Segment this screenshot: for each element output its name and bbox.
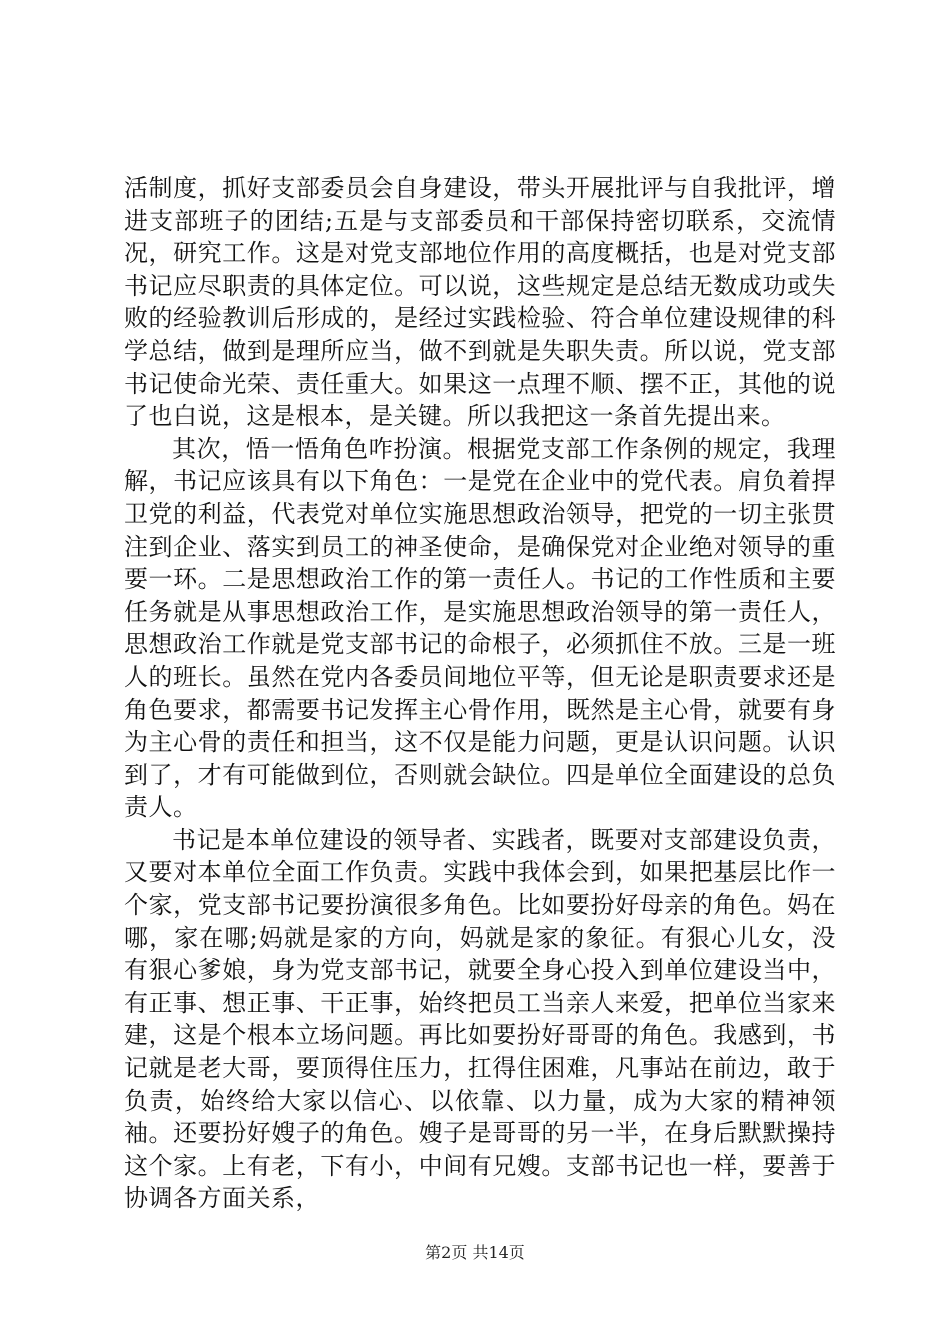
document-body <box>124 172 836 1215</box>
paragraph-3: 书记是本单位建设的领导者、实践者，既要对支部建设负责，又要对本单位全面工作负责。实践中我体会到，如果把基层比作一个家，党支部书记要扮演很多角色。比如要扮好母亲的角色。妈在哪，家在哪;妈就是家的方向，妈就是家的象征。有狠心儿女，没有狠心爹娘，身为党支部书记，就要全身心投入到单位建设当中，有正事、想正事、干正事，始终把员工当亲人来爱，把单位当家来建，这是个根本立场问题。再比如要扮好哥哥的角色。我感到，书记就是老大哥，要顶得住压力，扛得住困难，凡事站在前边，敢于负责，始终给大家以信心、以依靠、以力量，成为大家的精神领袖。还要扮好嫂子的角色。嫂子是哥哥的另一半，在身后默默操持这个家。上有老，下有小，中间有兄嫂。支部书记也一样，要善于协调各方面关系， <box>124 825 836 1213</box>
paragraph-2: 其次，悟一悟角色咋扮演。根据党支部工作条例的规定，我理解，书记应该具有以下角色：一是党在企业中的党代表。肩负着捍卫党的利益，代表党对单位实施思想政治领导，把党的一切主张贯注到企业、落实到员工的神圣使命，是确保党对企业绝对领导的重要一环。二是思想政治工作的第一责任人。书记的工作性质和主要任务就是从事思想政治工作，是实施思想政治领导的第一责任人，思想政治工作就是党支部书记的命根子，必须抓住不放。三是一班人的班长。虽然在党内各委员间地位平等，但无论是职责要求还是角色要求，都需要书记发挥主心骨作用，既然是主心骨，就要有身为主心骨的责任和担当，这不仅是能力问题，更是认识问题。认识到了，才有可能做到位，否则就会缺位。四是单位全面建设的总负责人。 <box>124 434 836 822</box>
page-footer: 第2页 共14页 <box>425 1243 525 1262</box>
paragraph-1: 活制度，抓好支部委员会自身建设，带头开展批评与自我批评，增进支部班子的团结;五是与支部委员和干部保持密切联系，交流情况，研究工作。这是对党支部地位作用的高度概括，也是对党支部书记应尽职责的具体定位。可以说，这些规定是总结无数成功或失败的经验教训后形成的，是经过实践检验、符合单位建设规律的科学总结，做到是理所应当，做不到就是失职失责。所以说，党支部书记使命光荣、责任重大。如果这一点理不顺、摆不正，其他的说了也白说，这是根本，是关键。所以我把这一条首先提出来。 <box>124 174 836 431</box>
